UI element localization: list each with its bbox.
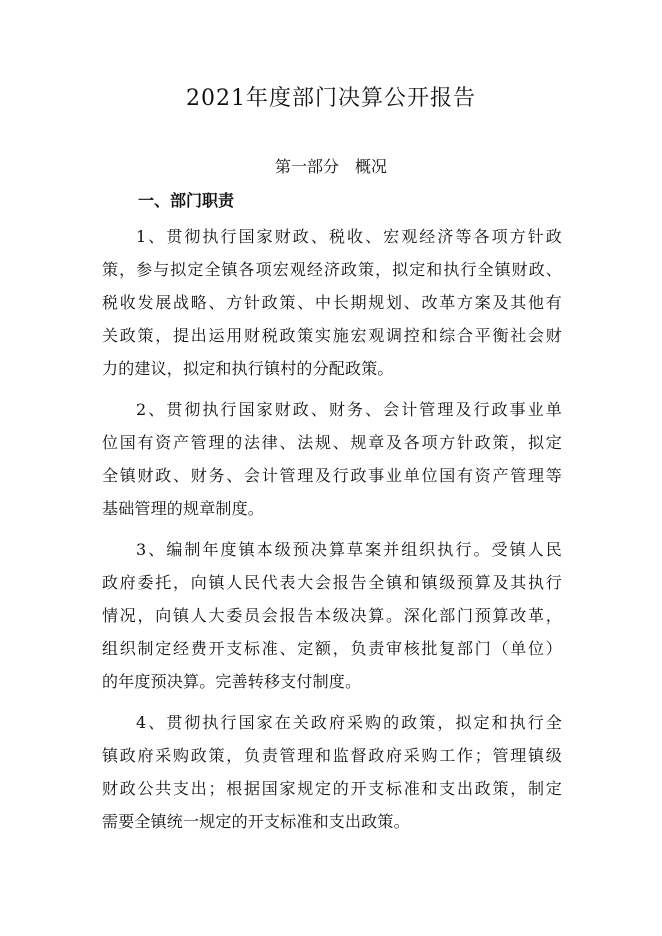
paragraph-line: 需要全镇统一规定的开支标准和支出政策。 <box>102 812 410 831</box>
paragraph-line: 1、贯彻执行国家财政、税收、宏观经济等各项方针政 <box>136 227 562 246</box>
paragraph-line: 税收发展战略、方针政策、中长期规划、改革方案及其他有 <box>102 293 562 312</box>
paragraph-line: 组织制定经费开支标准、定额，负责审核批复部门（单位） <box>102 639 562 658</box>
paragraph-line: 策，参与拟定全镇各项宏观经济政策，拟定和执行全镇财政、 <box>102 260 562 279</box>
paragraph-line: 政府委托，向镇人民代表大会报告全镇和镇级预算及其执行 <box>102 573 562 592</box>
paragraph-line: 的年度预决算。完善转移支付制度。 <box>102 672 362 691</box>
paragraph-line: 全镇财政、财务、会计管理及行政事业单位国有资产管理等 <box>102 466 562 485</box>
paragraph-line: 位国有资产管理的法律、法规、规章及各项方针政策，拟定 <box>102 433 562 452</box>
document-title: 2021年度部门决算公开报告 <box>186 86 476 111</box>
part-title: 第一部分 概况 <box>274 157 387 176</box>
paragraph-line: 4、贯彻执行国家在关政府采购的政策，拟定和执行全 <box>136 713 562 732</box>
paragraph-line: 基础管理的规章制度。 <box>102 499 265 518</box>
paragraph-line: 力的建议，拟定和执行镇村的分配政策。 <box>102 359 394 378</box>
paragraph-line: 关政策，提出运用财税政策实施宏观调控和综合平衡社会财 <box>102 326 562 345</box>
paragraph-line: 财政公共支出；根据国家规定的开支标准和支出政策，制定 <box>102 779 562 798</box>
paragraph-line: 情况，向镇人大委员会报告本级决算。深化部门预算改革， <box>102 606 562 625</box>
paragraph-line: 2、贯彻执行国家财政、财务、会计管理及行政事业单 <box>136 400 562 419</box>
paragraph-line: 3、编制年度镇本级预决算草案并组织执行。受镇人民 <box>136 540 562 559</box>
section-heading: 一、部门职责 <box>138 191 235 210</box>
paragraph-line: 镇政府采购政策，负责管理和监督政府采购工作；管理镇级 <box>102 746 562 765</box>
